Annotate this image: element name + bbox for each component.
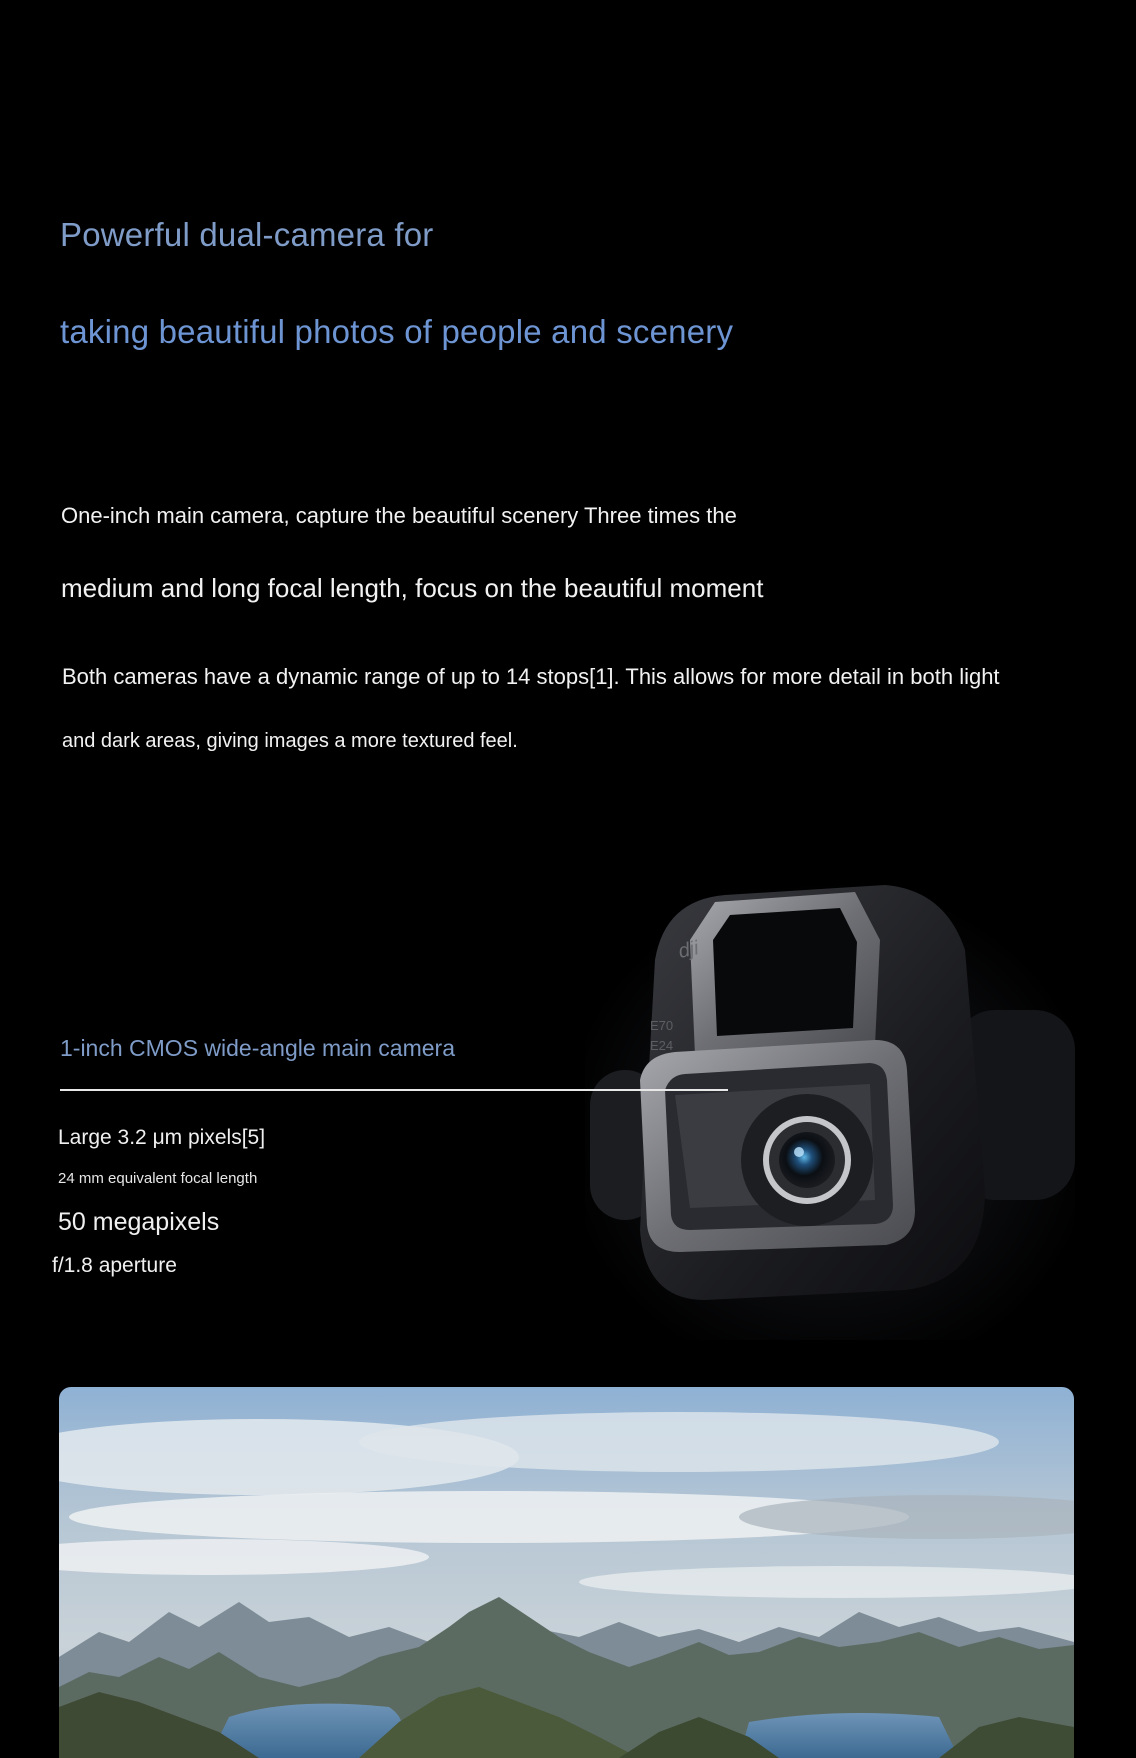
- intro-line-2: medium and long focal length, focus on the beautiful moment: [61, 573, 764, 603]
- intro-line-1: One-inch main camera, capture the beautiful scenery Three times the: [61, 503, 737, 528]
- sample-landscape-photo: [59, 1387, 1074, 1758]
- spec-focal-length: 24 mm equivalent focal length: [58, 1170, 258, 1187]
- spec-pixel-size: Large 3.2 μm pixels[5]: [58, 1126, 266, 1149]
- dual-camera-gimbal-image: [585, 880, 1075, 1340]
- spec-megapixels: 50 megapixels: [58, 1208, 220, 1236]
- section-divider: [60, 1089, 728, 1091]
- spec-aperture: f/1.8 aperture: [52, 1254, 177, 1277]
- headline-line-2: taking beautiful photos of people and scenery: [60, 313, 734, 350]
- dji-logo: dji: [676, 937, 701, 963]
- main-camera-title: 1-inch CMOS wide-angle main camera: [60, 1035, 455, 1061]
- lens-label-e24: E24: [650, 1038, 674, 1053]
- description-line-1: Both cameras have a dynamic range of up to 14 stops[1]. This allows for more detail in both light: [62, 664, 1000, 689]
- headline-line-1: Powerful dual-camera for: [60, 216, 434, 253]
- lens-label-e70: E70: [650, 1018, 674, 1033]
- description-line-2: and dark areas, giving images a more textured feel.: [62, 730, 518, 752]
